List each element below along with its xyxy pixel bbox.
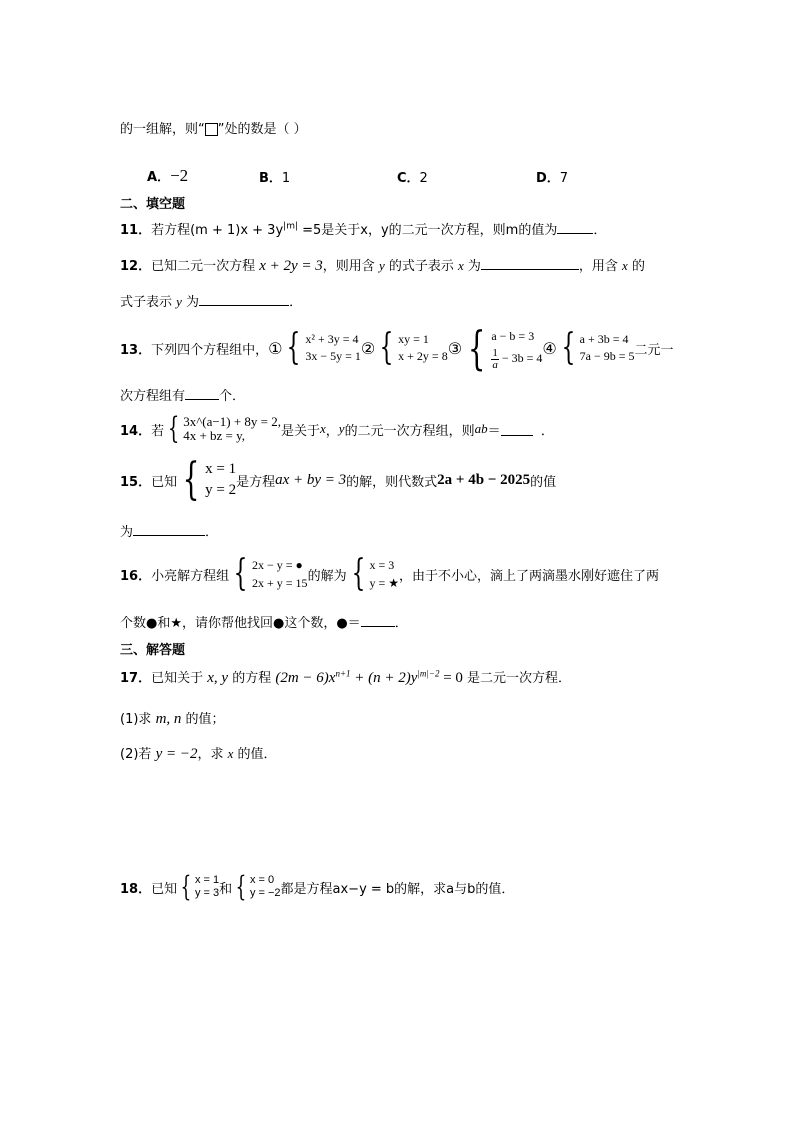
answer-blank[interactable] bbox=[481, 256, 579, 270]
option-b: B．1 bbox=[259, 171, 291, 186]
section-heading-fill-in: 二、填空题 bbox=[120, 197, 186, 212]
equation-system-2: { xy = 1 x + 2y = 8 bbox=[379, 327, 448, 368]
option-c: C．2 bbox=[397, 171, 428, 186]
answer-blank[interactable] bbox=[133, 522, 205, 536]
equation-system-2: { x = 0 y = −2 bbox=[235, 870, 281, 903]
answer-blank[interactable] bbox=[361, 613, 395, 627]
option-d: D．7 bbox=[536, 171, 569, 186]
answer-blank[interactable] bbox=[557, 220, 593, 234]
answer-blank[interactable] bbox=[185, 386, 219, 400]
equation-system: { 2x − y = ● 2x + y = 15 bbox=[233, 553, 308, 594]
question-11: 11．若方程$(m + 1)x + 3y^{|m|} =5$是关于x，y的二元一次方程，则m的值为 ． bbox=[120, 221, 607, 238]
answer-blank[interactable] bbox=[501, 422, 533, 436]
section-heading-solve: 三、解答题 bbox=[120, 643, 186, 658]
question-17-part2: (2)若 y = −2，求 x 的值． bbox=[120, 746, 277, 762]
equation-system: { x = 1 y = 2 bbox=[182, 454, 237, 505]
question-16-line2: 个数●和★，请你帮他找回●这个数，●＝ ． bbox=[120, 612, 408, 631]
question-18: 18． 已知 { x = 1 y = 3 和 { x = 0 y = −2 都是方程ax−y = b的解，求a与b的值． bbox=[120, 870, 515, 903]
equation-system-1: { x = 1 y = 3 bbox=[180, 870, 220, 903]
question-15: 15． 已知 { x = 1 y = 2 是方程 ax + by = 3 的解，则代数式 2a + 4b − 2025 的值 bbox=[120, 454, 557, 505]
fraction: $\frac{1}{a}$ bbox=[492, 346, 498, 371]
question-17: 17．已知关于 x, y 的方程 $(2m - 6)x^{n+1} + (n + 2)y^{|m|-2} = 0$ 是二元一次方程． bbox=[120, 668, 572, 686]
question-12-line2: 式子表示 y 为 ． bbox=[120, 294, 303, 310]
square-box-icon bbox=[205, 123, 218, 136]
solution-system: { x = 3 y = ★ bbox=[351, 553, 400, 594]
question-14: 14． 若 { 3x^(a−1) + 8y = 2, 4x + bz = y, 是关于 x ， y 的二元一次方程组，则 ab ＝ ． bbox=[120, 411, 554, 446]
equation-system-3: { a − b = 3 $\frac{1}{a}$ − 3b = 4 bbox=[467, 321, 543, 375]
question-13: 13． 下列四个方程组中， ① { x² + 3y = 4 3x − 5y = 1 ② { xy = 1 x + 2y = 8 ③ { a − b = 3 $\frac{1}{a}$ − 3b = 4 ④ { a + 3b = 4 7a − 9b = 5 二元一 bbox=[120, 321, 674, 375]
option-a: A．−2 bbox=[147, 166, 189, 185]
question-13-line2: 次方程组有 个． bbox=[120, 385, 245, 404]
question-15-line2: 为 ． bbox=[120, 521, 218, 540]
equation-system-1: { x² + 3y = 4 3x − 5y = 1 bbox=[287, 327, 361, 368]
question-17-part1: (1)求 m, n 的值； bbox=[120, 711, 225, 727]
question-16: 16． 小亮解方程组 { 2x − y = ● 2x + y = 15 的解为 { x = 3 y = ★ ，由于不小心，滴上了两滴墨水刚好遮住了两 bbox=[120, 553, 660, 594]
answer-blank[interactable] bbox=[199, 292, 289, 306]
equation-system-4: { a + 3b = 4 7a − 9b = 5 bbox=[561, 327, 635, 368]
question-12: 12．已知二元一次方程 x + 2y = 3，则用含 y 的式子表示 x 为 ，用含 x 的 bbox=[120, 258, 645, 274]
top-line: 的一组解，则“ ”处的数是（ ） bbox=[120, 122, 307, 137]
equation-system: { 3x^(a−1) + 8y = 2, 4x + bz = y, bbox=[167, 411, 281, 446]
